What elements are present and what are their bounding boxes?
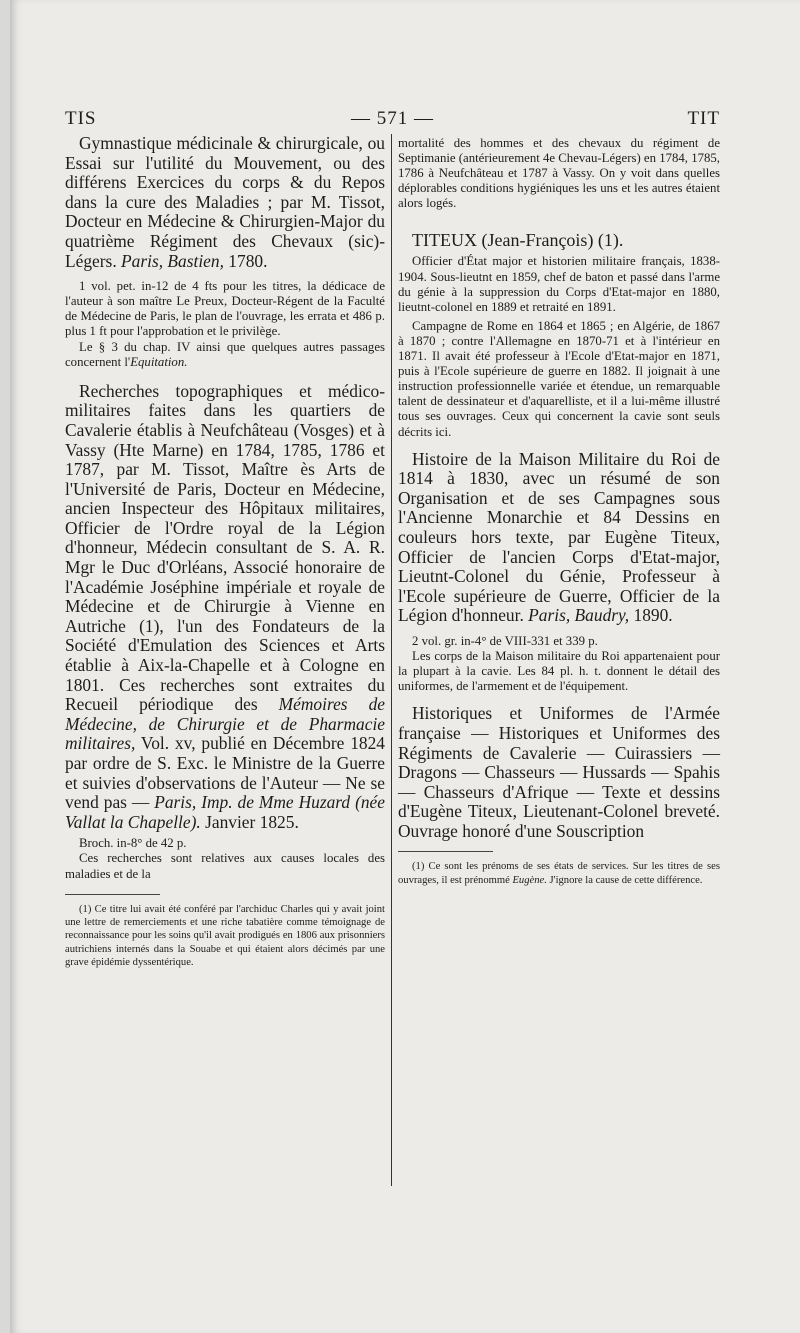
footnote-text: (1) Ce sont les prénoms de ses états de services. Sur les titres de ses ouvrages, il est prénommé — [398, 861, 720, 886]
entry-imprint: Paris, Imp. de Mme Huzard (née Vallat la Chapelle). — [65, 792, 385, 832]
entry-note-collation: 2 vol. gr. in-4° de VIII-331 et 339 p. — [412, 633, 598, 648]
entry-note-content: Les corps de la Maison militaire du Roi appartenaient pour la plupart à la cavie. Les 84 pl. h. t. donnent le détail des uniformes, de l'armement et de l'équipement. — [398, 649, 720, 694]
note-italic: Equitation. — [130, 354, 188, 369]
footnote: (1) Ce titre lui avait été conféré par l'archiduc Charles qui y avait joint une lettre de remerciements et une riche tabatière comme témoignage de reconnaissance pour les soins qu'il avait prodigués en 1806 aux prisonniers autrichiens internés dans la Souabe et qui étaient alors décimés par une grave épidémie dyssentérique. — [65, 903, 385, 969]
column-divider — [391, 134, 392, 1186]
entry-place: Paris, Baudry, — [528, 605, 630, 626]
footnote — [398, 860, 720, 887]
entry-note-content: Ces recherches sont relatives aux causes locales des maladies et de la — [65, 851, 385, 881]
book-page — [10, 0, 800, 1333]
entry-title-cont: Vol. xv, publié en Décembre 1824 par ordre de S. Exc. le Ministre de la Guerre et suivies d'observations de l'Auteur — — [65, 733, 385, 793]
entry-title: Recherches topographiques et médico-militaires faites dans les quartiers de Cavalerie établis à Neufchâteau (Vosges) et à Vassy (Hte Marne) en 1784, 1785, 1786 et 1787, par M. Tissot, Maître ès Arts de l'Université de Paris, Docteur en Médecine, ancien Inspecteur des Hôpitaux militaires, Officier de l'Ordre royal de la Légion d'honneur, Médecin consultant de S. A. R. Mgr le Duc d'Orléans, Associé honoraire de l'Académie Joséphine impériale et royale de Médecine et de Chirurgie à Vienne en Autriche (1), l'un des Fondateurs de la Société d'Emulation des Sciences et Arts établie à Aix-la-Chapelle et à Cologne en 1801. Ces recherches sont extraites du Recueil périodique des — [65, 380, 385, 715]
footnote-rule — [398, 851, 493, 852]
entry-date: Janvier 1825. — [205, 811, 299, 832]
page-number: — 571 — — [351, 108, 434, 129]
running-header — [65, 108, 720, 134]
author-biography-cont: Campagne de Rome en 1864 et 1865 ; en Algérie, de 1867 à 1870 ; contre l'Allemagne en 1870-71 et à l'intérieur en 1871. Il avait été professeur à l'Ecole d'Etat-major en 1871, puis à l'Ecole supérieure de guerre en 1882. Il joignait à une instruction professionnelle variée et étendue, un remarquable talent de dessinateur et d'aquarelliste, et il a lui-même illustré tous ses ouvrages. Ceux qui concernent la cavie sont seuls décrits ici. — [398, 318, 720, 439]
author-biography: Officier d'État major et historien militaire français, 1838-1904. Sous-lieutnt en 1859, chef de baton et passé dans l'arme du génie à la suppression du Corps d'Etat-major en 1880, lieutnt-colonel en 1889 et retraité en 1891. — [398, 254, 720, 314]
right-column — [398, 134, 720, 887]
header-left: TIS — [65, 108, 97, 129]
entry-note-collation: 1 vol. pet. in-12 de 4 fts pour les titres, la dédicace de l'auteur à son maître Le Preux, Docteur-Régent de la Faculté de Médecine de Paris, le plan de l'ouvrage, les errata et 486 p. plus 1 ft pour l'approbation et le privilège. — [65, 279, 385, 339]
entry-gymnastique — [65, 134, 385, 271]
entry-year: 1780. — [228, 250, 268, 271]
author-heading: TITEUX (Jean-François) (1). — [412, 230, 624, 251]
entry-historiques-uniformes: Historiques et Uniformes de l'Armée française — Historiques et Uniformes des Régiments de Cavalerie — Cuirassiers — Dragons — Chasseurs — Hussards — Spahis — Chasseurs d'Afrique — Texte et dessins d'Eugène Titeux, Lieutenant-Colonel breveté. Ouvrage honoré d'une Souscription — [398, 703, 720, 841]
entry-sale-note: Ne se vend pas — — [65, 772, 385, 813]
entry-title: Histoire de la Maison Militaire du Roi de 1814 à 1830, avec un résumé de son Organisation et de ses Campagnes sous l'Ancienne Monarchie et 84 Dessins en couleurs hors texte, par Eugène Titeux, Officier de l'ancien Corps d'Etat-major, Lieutnt-Colonel du Génie, Professeur à l'Ecole supérieure de Guerre, Officier de la Légion d'honneur. — [398, 448, 720, 626]
entry-note-collation: Broch. in-8° de 42 p. — [79, 836, 187, 851]
header-right: TIT — [687, 108, 720, 129]
footnote-text-cont: J'ignore la cause de cette différence. — [549, 874, 703, 886]
entry-year: 1890. — [633, 605, 673, 626]
left-column — [65, 134, 385, 970]
entry-note-content — [65, 340, 385, 370]
entry-histoire-maison-militaire — [398, 450, 720, 626]
entry-place: Paris, Bastien, — [121, 250, 224, 271]
note-continuation: mortalité des hommes et des chevaux du régiment de Septimanie (antérieurement 4e Chevau-Légers) en 1784, 1785, 1786 à Neufchâteau et 1787 à Vassy. On y voit dans quelles déplorables conditions hygiéniques les uns et les autres étaient alors logés. — [398, 136, 720, 211]
entry-journal: Mémoires de Médecine, de Chirurgie et de Pharmacie militaires, — [65, 694, 385, 754]
entry-title: Gymnastique médicinale & chirurgicale, ou Essai sur l'utilité du Mouvement, ou des différens Exercices du corps & du Repos dans la cure des Maladies ; par M. Tissot, Docteur en Médecine & Chirurgien-Major du quatrième Régiment des Chevaux (sic)-Légers. — [65, 133, 385, 271]
entry-recherches — [65, 382, 385, 833]
footnote-rule — [65, 894, 160, 895]
note-text: Le § 3 du chap. IV ainsi que quelques autres passages concernent l' — [65, 339, 385, 369]
footnote-name: Eugène. — [512, 874, 547, 886]
